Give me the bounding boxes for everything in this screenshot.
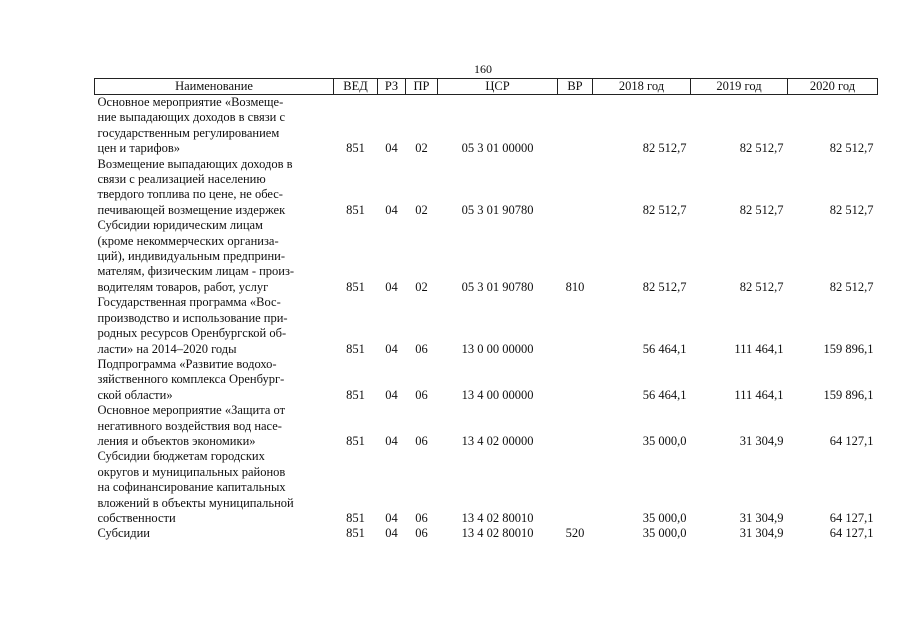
row-name-line: Подпрограмма «Развитие водохо- (97, 356, 277, 371)
row-name (95, 449, 334, 526)
table-row (95, 526, 878, 541)
row-name-line: твердого топлива по цене, не обес- (97, 187, 283, 202)
row-pr: 06 (415, 526, 428, 541)
header-rz: РЗ (378, 79, 406, 95)
row-2019: 111 464,1 (734, 387, 784, 402)
row-ved: 851 (346, 141, 365, 156)
header-2018: 2018 год (593, 79, 691, 95)
row-2018: 56 464,1 (642, 341, 687, 356)
row-name (95, 157, 334, 219)
row-vr (558, 449, 593, 526)
row-vr (558, 157, 593, 219)
row-2019: 31 304,9 (739, 526, 784, 541)
row-csr: 13 0 00 00000 (461, 341, 534, 356)
row-name-line: связи с реализацией населению (97, 172, 266, 187)
row-name-line: ций), индивидуальным предприни- (97, 249, 286, 264)
row-pr: 06 (415, 387, 428, 402)
header-ved: ВЕД (334, 79, 378, 95)
row-2018: 56 464,1 (642, 387, 687, 402)
table-row (95, 403, 878, 449)
row-name (95, 95, 334, 157)
table-body (95, 95, 878, 542)
row-name-line: Государственная программа «Вос- (97, 295, 281, 310)
row-name-line: Возмещение выпадающих доходов в (97, 156, 293, 171)
table-row (95, 449, 878, 526)
row-name-line: Субсидии (97, 526, 150, 541)
row-csr: 13 4 02 80010 (461, 526, 534, 541)
row-name-line: цен и тарифов» (97, 141, 180, 156)
row-csr: 05 3 01 00000 (461, 141, 534, 156)
row-name-line: ской области» (97, 387, 173, 402)
row-2018: 82 512,7 (642, 279, 687, 294)
row-rz: 04 (385, 387, 398, 402)
row-csr: 05 3 01 90780 (461, 202, 534, 217)
page-number: 160 (474, 62, 492, 76)
row-pr: 02 (415, 202, 428, 217)
row-rz: 04 (385, 433, 398, 448)
row-2018: 82 512,7 (642, 202, 687, 217)
row-2020: 159 896,1 (823, 341, 874, 356)
row-name-line: производство и использование при- (97, 310, 288, 325)
row-2020: 82 512,7 (829, 279, 874, 294)
table-row (95, 357, 878, 403)
row-name-line: на софинансирование капитальных (97, 480, 286, 495)
row-name-line: печивающей возмещение издержек (97, 202, 286, 217)
header-csr: ЦСР (438, 79, 558, 95)
row-2020: 64 127,1 (829, 510, 874, 525)
header-pr: ПР (406, 79, 438, 95)
row-vr (558, 95, 593, 157)
row-2018: 35 000,0 (642, 510, 687, 525)
row-2020: 64 127,1 (829, 433, 874, 448)
row-name (95, 218, 334, 295)
row-2018: 35 000,0 (642, 433, 687, 448)
row-2019: 82 512,7 (739, 279, 784, 294)
row-name-line: собственности (97, 510, 176, 525)
row-ved: 851 (346, 433, 365, 448)
row-vr (558, 357, 593, 403)
row-rz: 04 (385, 526, 398, 541)
row-vr (558, 295, 593, 357)
row-name (95, 295, 334, 357)
row-rz: 04 (385, 510, 398, 525)
row-pr: 06 (415, 433, 428, 448)
row-2019: 31 304,9 (739, 510, 784, 525)
row-vr (558, 403, 593, 449)
header-name: Наименование (95, 79, 334, 95)
row-pr: 02 (415, 279, 428, 294)
row-name-line: Субсидии юридическим лицам (97, 218, 263, 233)
row-name-line: (кроме некоммерческих организа- (97, 233, 279, 248)
row-name (95, 357, 334, 403)
row-ved: 851 (346, 526, 365, 541)
row-name-line: ние выпадающих доходов в связи с (97, 110, 285, 125)
row-2019: 31 304,9 (739, 433, 784, 448)
row-2020: 82 512,7 (829, 141, 874, 156)
row-name-line: государственным регулированием (97, 125, 280, 140)
table-row (95, 295, 878, 357)
row-name-line: ления и объектов экономики» (97, 433, 256, 448)
row-name-line: водителям товаров, работ, услуг (97, 279, 269, 294)
row-rz: 04 (385, 341, 398, 356)
header-2020: 2020 год (788, 79, 878, 95)
row-name-line: округов и муниципальных районов (97, 464, 286, 479)
row-pr: 06 (415, 510, 428, 525)
row-name-line: Основное мероприятие «Защита от (97, 403, 286, 418)
row-ved: 851 (346, 510, 365, 525)
row-ved: 851 (346, 387, 365, 402)
row-pr: 06 (415, 341, 428, 356)
row-name-line: Основное мероприятие «Возмеще- (97, 95, 284, 109)
header-2019: 2019 год (691, 79, 788, 95)
row-csr: 13 4 02 80010 (461, 510, 534, 525)
row-name-line: зяйственного комплекса Оренбург- (97, 372, 285, 387)
row-2018: 35 000,0 (642, 526, 687, 541)
table-row (95, 157, 878, 219)
row-name-line: вложений в объекты муниципальной (97, 495, 294, 510)
row-name-line: негативного воздействия вод насе- (97, 418, 282, 433)
row-2018: 82 512,7 (642, 141, 687, 156)
row-2020: 159 896,1 (823, 387, 874, 402)
row-csr: 13 4 02 00000 (461, 433, 534, 448)
row-name (95, 403, 334, 449)
table-row (95, 218, 878, 295)
row-rz: 04 (385, 202, 398, 217)
row-name-line: Субсидии бюджетам городских (97, 449, 265, 464)
budget-table (94, 78, 878, 542)
row-name-line: ласти» на 2014–2020 годы (97, 341, 237, 356)
row-2019: 111 464,1 (734, 341, 784, 356)
row-csr: 13 4 00 00000 (461, 387, 534, 402)
row-pr: 02 (415, 141, 428, 156)
row-vr: 810 (565, 279, 585, 294)
row-2019: 82 512,7 (739, 141, 784, 156)
table-row (95, 95, 878, 157)
row-csr: 05 3 01 90780 (461, 279, 534, 294)
row-ved: 851 (346, 202, 365, 217)
header-vr: ВР (558, 79, 593, 95)
table-header (95, 79, 878, 95)
row-name-line: родных ресурсов Оренбургской об- (97, 326, 287, 341)
row-rz: 04 (385, 141, 398, 156)
row-name-line: мателям, физическим лицам - произ- (97, 264, 295, 279)
row-2020: 82 512,7 (829, 202, 874, 217)
row-ved: 851 (346, 341, 365, 356)
row-ved: 851 (346, 279, 365, 294)
row-name (95, 526, 334, 541)
row-2019: 82 512,7 (739, 202, 784, 217)
row-2020: 64 127,1 (829, 526, 874, 541)
row-rz: 04 (385, 279, 398, 294)
row-vr: 520 (565, 526, 585, 541)
